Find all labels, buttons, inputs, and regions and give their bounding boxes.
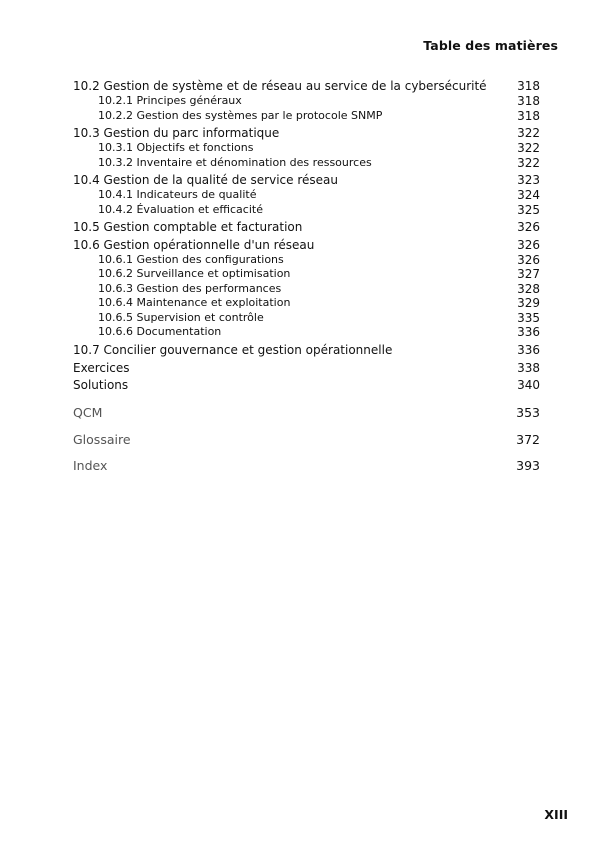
- toc-entry-page: 324: [517, 188, 540, 202]
- toc-entry-label: 10.2 Gestion de système et de réseau au service de la cybersécurité: [73, 79, 487, 93]
- page-number: XIII: [544, 807, 568, 822]
- toc-entry-page: 329: [517, 296, 540, 310]
- toc-entry-label: 10.6.4 Maintenance et exploitation: [98, 296, 291, 309]
- toc-entry-label: 10.6.3 Gestion des performances: [98, 282, 282, 295]
- toc-entry[interactable]: [0, 141, 612, 157]
- toc-entry-page: 325: [517, 203, 540, 217]
- toc-entry-label: 10.6 Gestion opérationnelle d'un réseau: [73, 238, 315, 252]
- toc-entry-page: 323: [517, 173, 540, 187]
- running-header-title: Table des matières: [423, 38, 558, 53]
- toc-entry-label: 10.3.1 Objectifs et fonctions: [98, 141, 254, 154]
- toc-entry-page: 326: [517, 253, 540, 267]
- toc-entry-page: 322: [517, 141, 540, 155]
- toc-entry-label: 10.5 Gestion comptable et facturation: [73, 220, 303, 234]
- toc-entry-label: 10.6.5 Supervision et contrôle: [98, 311, 264, 324]
- toc-entry[interactable]: [0, 79, 612, 95]
- toc-entry-label: 10.6.2 Surveillance et optimisation: [98, 267, 291, 280]
- toc-entry-page: 322: [517, 126, 540, 140]
- toc-entry-label: 10.3.2 Inventaire et dénomination des ressources: [98, 156, 372, 169]
- toc-entry[interactable]: [0, 432, 612, 448]
- toc-entry[interactable]: [0, 361, 612, 377]
- toc-entry-label: 10.7 Concilier gouvernance et gestion opérationnelle: [73, 343, 393, 357]
- toc-entry-label: 10.4 Gestion de la qualité de service réseau: [73, 173, 338, 187]
- toc-entry-page: 338: [517, 361, 540, 375]
- toc-entry[interactable]: [0, 405, 612, 421]
- toc-entry[interactable]: [0, 188, 612, 204]
- toc-entry-page: 335: [517, 311, 540, 325]
- toc-entry-label: 10.3 Gestion du parc informatique: [73, 126, 280, 140]
- toc-entry[interactable]: [0, 94, 612, 110]
- toc-entry-page: 336: [517, 325, 540, 339]
- toc-entry-label: 10.2.1 Principes généraux: [98, 94, 242, 107]
- toc-entry-label: 10.4.2 Évaluation et efficacité: [98, 203, 263, 216]
- toc-entry-label: Index: [73, 458, 108, 473]
- toc-entry[interactable]: [0, 325, 612, 341]
- toc-entry-page: 393: [516, 458, 540, 473]
- toc-entry-page: 326: [517, 220, 540, 234]
- toc-entry-label: 10.6.1 Gestion des configurations: [98, 253, 284, 266]
- toc-entry[interactable]: [0, 173, 612, 189]
- toc-entry[interactable]: [0, 238, 612, 254]
- toc-entry-page: 372: [516, 432, 540, 447]
- toc-entry[interactable]: [0, 126, 612, 142]
- toc-entry[interactable]: [0, 458, 612, 474]
- toc-entry-label: 10.4.1 Indicateurs de qualité: [98, 188, 257, 201]
- toc-entry[interactable]: [0, 156, 612, 172]
- toc-entry-page: 318: [517, 94, 540, 108]
- toc-entry[interactable]: [0, 220, 612, 236]
- toc-entry-page: 318: [517, 79, 540, 93]
- toc-entry[interactable]: [0, 203, 612, 219]
- toc-entry[interactable]: [0, 343, 612, 359]
- toc-entry-label: Glossaire: [73, 432, 131, 447]
- toc-entry-label: Exercices: [73, 361, 130, 375]
- toc-entry-page: 318: [517, 109, 540, 123]
- toc-entry-label: QCM: [73, 405, 103, 420]
- toc-entry-page: 326: [517, 238, 540, 252]
- toc-entry[interactable]: [0, 296, 612, 312]
- toc-entry-label: 10.6.6 Documentation: [98, 325, 222, 338]
- toc-entry-page: 328: [517, 282, 540, 296]
- toc-entry-page: 353: [516, 405, 540, 420]
- toc-entry[interactable]: [0, 109, 612, 125]
- toc-entry[interactable]: [0, 378, 612, 394]
- toc-entry-label: 10.2.2 Gestion des systèmes par le protocole SNMP: [98, 109, 383, 122]
- toc-entry-page: 336: [517, 343, 540, 357]
- toc-entry-page: 340: [517, 378, 540, 392]
- toc-entry-page: 327: [517, 267, 540, 281]
- toc-entry-page: 322: [517, 156, 540, 170]
- toc-entry[interactable]: [0, 267, 612, 283]
- toc-entry-label: Solutions: [73, 378, 129, 392]
